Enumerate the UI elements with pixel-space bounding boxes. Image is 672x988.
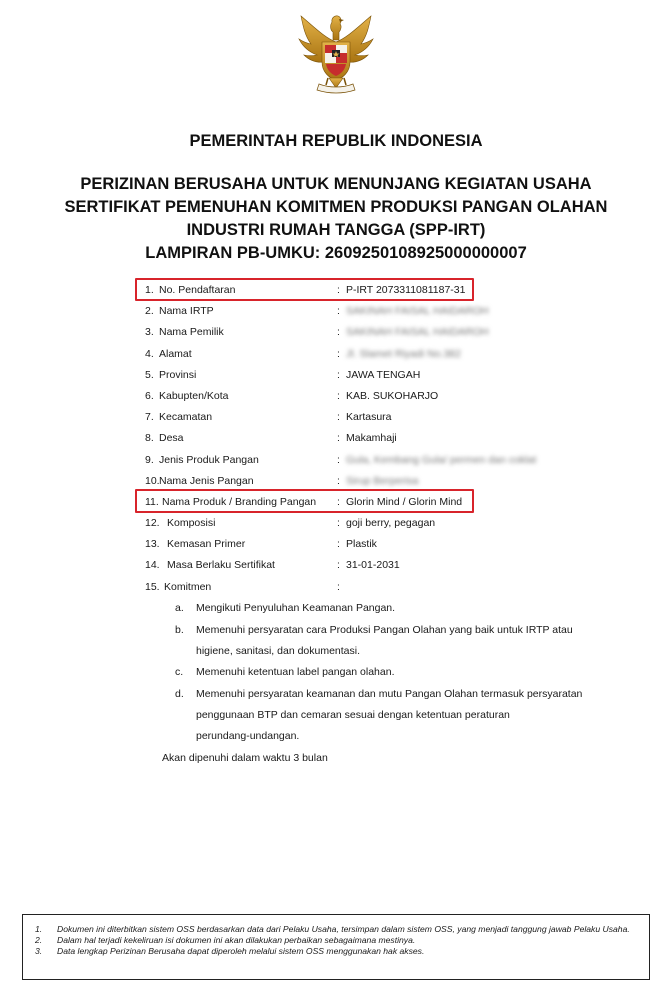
field-row-primary-packaging	[145, 534, 665, 555]
footer-note-text: Data lengkap Perizinan Berusaha dapat diperoleh melalui sistem OSS menggunakan hak akses.	[57, 946, 425, 956]
title-line: SERTIFIKAT PEMENUHAN KOMITMEN PRODUKSI PANGAN OLAHAN	[64, 198, 608, 216]
field-row-food-type-name	[145, 471, 665, 492]
field-label: Desa	[159, 432, 184, 445]
field-number: 5.	[145, 368, 154, 381]
commitment-text: perundang-undangan.	[196, 730, 300, 742]
commitment-text: higiene, sanitasi, dan dokumentasi.	[196, 645, 361, 657]
field-colon: :	[337, 474, 340, 487]
field-label: Kemasan Primer	[167, 538, 246, 551]
footer-note-text: Dalam hal terjadi kekeliruan isi dokumen ini akan dilakukan perbaikan sebagaimana mestinya.	[57, 935, 416, 945]
field-row-irtp-name	[145, 301, 665, 322]
field-row-composition	[145, 513, 665, 534]
field-row-commitment	[145, 577, 665, 598]
footer-note-text: Dokumen ini diterbitkan sistem OSS berdasarkan data dari Pelaku Usaha, tersimpan dalam sistem OSS, yang menjadi tanggung jawab Pelaku Usaha.	[57, 924, 630, 934]
government-heading: PEMERINTAH REPUBLIK INDONESIA	[189, 132, 483, 150]
field-colon: :	[337, 284, 340, 296]
field-label: Kecamatan	[159, 411, 213, 424]
field-label: No. Pendaftaran	[159, 284, 236, 296]
title-line: INDUSTRI RUMAH TANGGA (SPP-IRT)	[186, 221, 486, 239]
field-row-validity	[145, 555, 665, 576]
field-row-address	[145, 344, 665, 365]
field-row-village	[145, 428, 665, 449]
field-colon: :	[337, 389, 340, 402]
field-number: 7.	[145, 411, 154, 424]
field-number: 3.	[145, 326, 154, 339]
fulfillment-note: Akan dipenuhi dalam waktu 3 bulan	[162, 752, 328, 764]
field-label: Kabupten/Kota	[159, 389, 229, 402]
certificate-fields	[145, 280, 665, 598]
field-label: Komposisi	[167, 517, 216, 530]
field-number: 2.	[145, 305, 154, 318]
field-label: Jenis Produk Pangan	[159, 453, 259, 466]
field-row-district	[145, 407, 665, 428]
field-label: Komitmen	[164, 580, 212, 593]
field-row-province	[145, 365, 665, 386]
field-colon: :	[337, 326, 340, 339]
field-number: 10.	[145, 474, 160, 487]
commitment-text: penggunaan BTP dan cemaran sesuai dengan ketentuan peraturan	[196, 709, 510, 721]
field-number: 1.	[145, 284, 154, 296]
field-number: 6.	[145, 389, 154, 402]
field-row-registration-number	[145, 280, 665, 301]
field-value: SAKINAH FAISAL HAIDAROH	[346, 305, 489, 318]
commitment-letter: a.	[175, 602, 184, 614]
field-colon: :	[337, 305, 340, 318]
field-colon: :	[337, 559, 340, 572]
field-colon: :	[337, 411, 340, 424]
field-colon: :	[337, 453, 340, 466]
commitment-text: Memenuhi persyaratan keamanan dan mutu Pangan Olahan termasuk persyaratan	[196, 688, 583, 700]
field-colon: :	[337, 517, 340, 530]
field-colon: :	[337, 495, 340, 508]
field-colon: :	[337, 368, 340, 381]
field-value: Sirup Berperisa	[346, 474, 419, 487]
field-label: Provinsi	[159, 368, 197, 381]
field-number: 15.	[145, 580, 160, 593]
field-value: P-IRT 2073311081187-31	[346, 284, 466, 296]
field-label: Nama IRTP	[159, 305, 214, 318]
field-colon: :	[337, 580, 340, 593]
field-number: 11.	[145, 495, 159, 508]
field-row-owner-name	[145, 322, 665, 343]
footer-note-number: 3.	[35, 946, 43, 956]
document-title	[0, 173, 672, 265]
title-line: LAMPIRAN PB-UMKU: 2609250108925000000007	[145, 244, 527, 262]
field-value: Gula, Kembang Gula/ permen dan coklat	[346, 453, 537, 466]
field-number: 8.	[145, 432, 154, 445]
commitment-text: Memenuhi persyaratan cara Produksi Pangan Olahan yang baik untuk IRTP atau	[196, 624, 573, 636]
field-colon: :	[337, 538, 340, 551]
commitment-text: Memenuhi ketentuan label pangan olahan.	[196, 666, 395, 678]
field-number: 9.	[145, 453, 154, 466]
footer-note-number: 1.	[35, 924, 43, 934]
field-row-regency	[145, 386, 665, 407]
field-label: Nama Produk / Branding Pangan	[162, 495, 317, 508]
field-number: 14.	[145, 559, 160, 572]
footer-note-number: 2.	[35, 935, 43, 945]
field-row-product-type	[145, 450, 665, 471]
footer-notes	[22, 914, 650, 980]
field-colon: :	[337, 347, 340, 360]
field-label: Nama Pemilik	[159, 326, 224, 339]
field-row-product-name	[145, 492, 665, 513]
field-value: Glorin Mind / Glorin Mind	[346, 495, 463, 508]
field-number: 12.	[145, 517, 160, 530]
commitment-text: Mengikuti Penyuluhan Keamanan Pangan.	[196, 602, 396, 614]
garuda-pancasila-emblem-icon	[295, 12, 377, 96]
field-number: 4.	[145, 347, 154, 360]
title-line: PERIZINAN BERUSAHA UNTUK MENUNJANG KEGIATAN USAHA	[80, 175, 592, 193]
field-value: JAWA TENGAH	[346, 368, 421, 381]
commitment-letter: d.	[175, 688, 184, 700]
field-label: Masa Berlaku Sertifikat	[167, 559, 275, 572]
field-value: goji berry, pegagan	[346, 517, 436, 530]
field-value: Makamhaji	[346, 432, 397, 445]
commitment-letter: c.	[175, 666, 184, 678]
field-value: KAB. SUKOHARJO	[346, 389, 439, 402]
field-value: SAKINAH FAISAL HAIDAROH	[346, 326, 489, 339]
commitment-letter: b.	[175, 624, 184, 636]
field-colon: :	[337, 432, 340, 445]
field-value: Kartasura	[346, 411, 392, 424]
field-number: 13.	[145, 538, 160, 551]
field-value: Plastik	[346, 538, 377, 551]
field-label: Nama Jenis Pangan	[159, 474, 254, 487]
field-label: Alamat	[159, 347, 192, 360]
field-value: Jl. Slamet Riyadi No.382	[346, 347, 461, 360]
field-value: 31-01-2031	[346, 559, 400, 572]
